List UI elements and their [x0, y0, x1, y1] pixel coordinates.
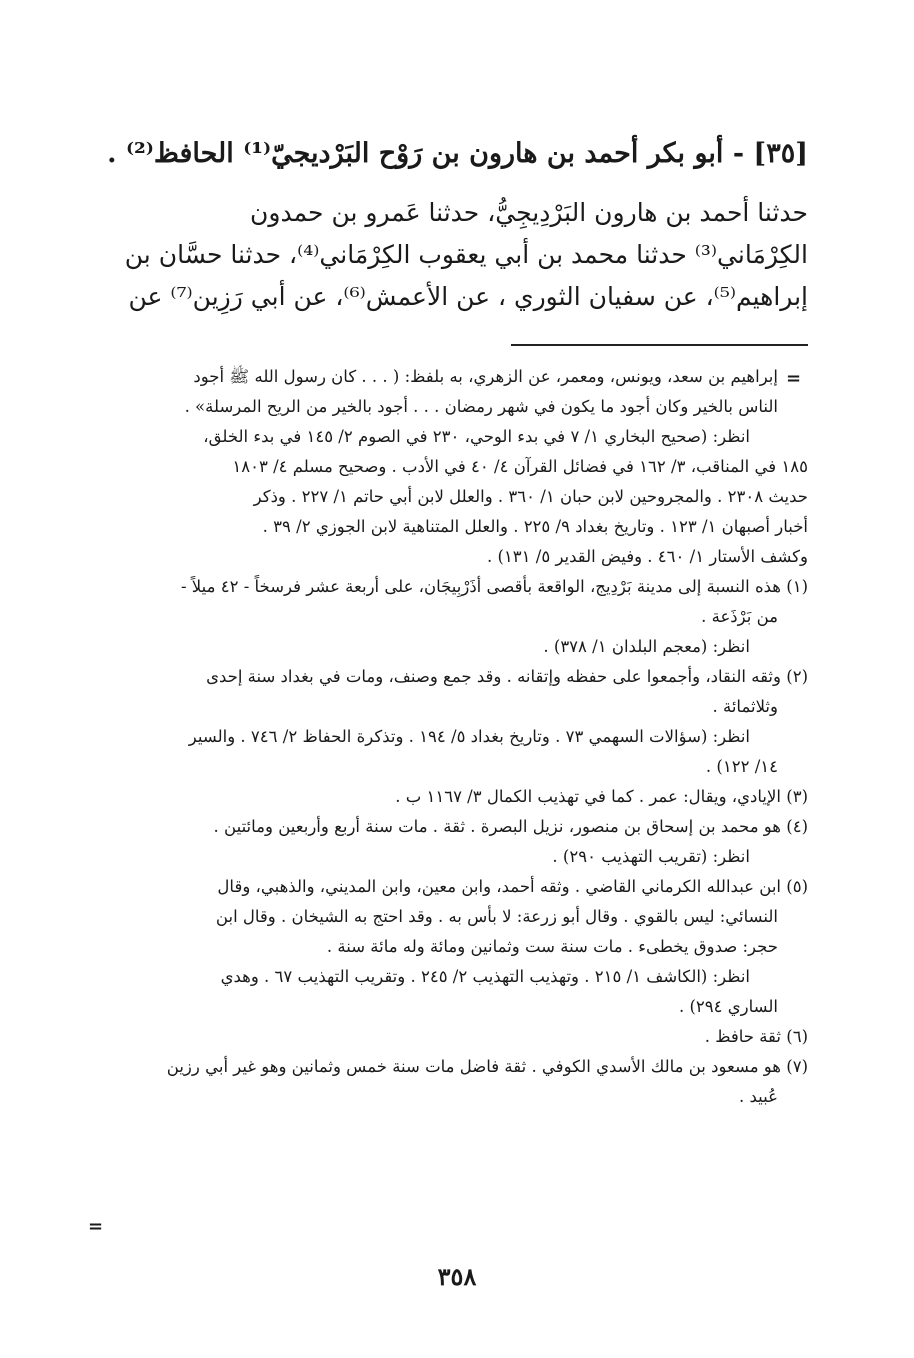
- footnote-line: (٧) هو مسعود بن مالك الأسدي الكوفي . ثقة فاضل مات سنة خمس وثمانين وهو غير أبي رزين: [166, 1057, 808, 1076]
- footnotes: [104, 362, 808, 1112]
- footnote-line: وكشف الأستار ١/ ٤٦٠ . وفيض القدير ٥/ ١٣١) .: [486, 547, 808, 566]
- continuation-mark-bottom: =: [88, 1216, 104, 1237]
- footnote-line: انظر: (الكاشف ١/ ٢١٥ . وتهذيب التهذيب ٢/ ٢٤٥ . وتقريب التهذيب ٦٧ . وهدي: [220, 967, 750, 986]
- footnote-line: (١) هذه النسبة إلى مدينة بَرْدِيج، الواقعة بأقصى أذَرْبِيجَان، على أربعة عشر فرسخاً - ٤٢ ميلاً -: [180, 577, 808, 596]
- footnote-line: (٢) وثقه النقاد، وأجمعوا على حفظه وإتقانه . وقد جمع وصنف، ومات في بغداد سنة إحدى: [206, 667, 808, 686]
- footnote-line: وثلاثمائة .: [712, 697, 778, 716]
- footnote-separator: [511, 344, 808, 346]
- footnote-line: انظر: (سؤالات السهمي ٧٣ . وتاريخ بغداد ٥/ ١٩٤ . وتذكرة الحفاظ ٢/ ٧٤٦ . والسير: [188, 727, 750, 746]
- hadith-text: [106, 192, 808, 318]
- footnote-line: حديث ٢٣٠٨ . والمجروحين لابن حبان ١/ ٣٦٠ . والعلل لابن أبي حاتم ١/ ٢٢٧ . وذكر: [253, 487, 808, 506]
- footnote-line: الساري ٢٩٤) .: [678, 997, 778, 1016]
- footnote-line: انظر: (تقريب التهذيب ٢٩٠) .: [552, 847, 750, 866]
- footnote-line: ١٨٥ في المناقب، ٣/ ١٦٢ في فضائل القرآن ٤/ ٤٠ في الأدب . وصحيح مسلم ٤/ ١٨٠٣: [232, 457, 808, 476]
- footnote-line: (٦) ثقة حافظ .: [704, 1027, 808, 1046]
- page-number: ٣٥٨: [437, 1262, 477, 1291]
- footnote-line: إبراهيم بن سعد، ويونس، ومعمر، عن الزهري، به بلفظ: ( . . . كان رسول الله ﷺ أجود: [193, 367, 778, 386]
- footnote-line: عُبيد .: [739, 1087, 778, 1106]
- footnote-line: (٤) هو محمد بن إسحاق بن منصور، نزيل البصرة . ثقة . مات سنة أربع وأربعين ومائتين .: [213, 817, 808, 836]
- footnote-line: انظر: (معجم البلدان ١/ ٣٧٨) .: [543, 637, 750, 656]
- hadith-line: حدثنا أحمد بن هارون البَرْدِيجِيُّ، حدثنا عَمرو بن حمدون: [250, 198, 808, 227]
- hadith-line: إبراهيم⁽⁵⁾، عن سفيان الثوري ، عن الأعمش⁽⁶⁾، عن أبي رَزِين⁽⁷⁾ عن: [128, 282, 808, 311]
- footnote-line: أخبار أصبهان ١/ ١٢٣ . وتاريخ بغداد ٩/ ٢٢٥ . والعلل المتناهية لابن الجوزي ٢/ ٣٩ .: [262, 517, 808, 536]
- footnote-line: النسائي: ليس بالقوي . وقال أبو زرعة: لا بأس به . وقد احتج به الشيخان . وقال ابن: [215, 907, 778, 926]
- entry-heading: [٣٥] - أبو بكر أحمد بن هارون بن رَوْح البَرْديجيّ⁽¹⁾ الحافظ⁽²⁾ .: [107, 138, 808, 169]
- footnote-line: من بَرْذَعة .: [701, 607, 778, 626]
- footnote-line: (٣) الإيادي، ويقال: عمر . كما في تهذيب الكمال ٣/ ١١٦٧ ب .: [395, 787, 808, 806]
- footnote-line: ١٤/ ١٢٢) .: [705, 757, 778, 776]
- footnote-line: (٥) ابن عبدالله الكرماني القاضي . وثقه أحمد، وابن معين، وابن المديني، والذهبي، وقال: [217, 877, 808, 896]
- continuation-mark-top: =: [786, 368, 802, 389]
- hadith-line: الكِرْمَاني⁽³⁾ حدثنا محمد بن أبي يعقوب الكِرْمَاني⁽⁴⁾، حدثنا حسَّان بن: [124, 240, 808, 269]
- footnote-line: الناس بالخير وكان أجود ما يكون في شهر رمضان . . . أجود بالخير من الريح المرسلة» .: [184, 397, 778, 416]
- footnote-line: حجر: صدوق يخطىء . مات سنة ست وثمانين ومائة وله مائة سنة .: [326, 937, 778, 956]
- footnote-line: انظر: (صحيح البخاري ١/ ٧ في بدء الوحي، ٢٣٠ في الصوم ٢/ ١٤٥ في بدء الخلق،: [203, 427, 750, 446]
